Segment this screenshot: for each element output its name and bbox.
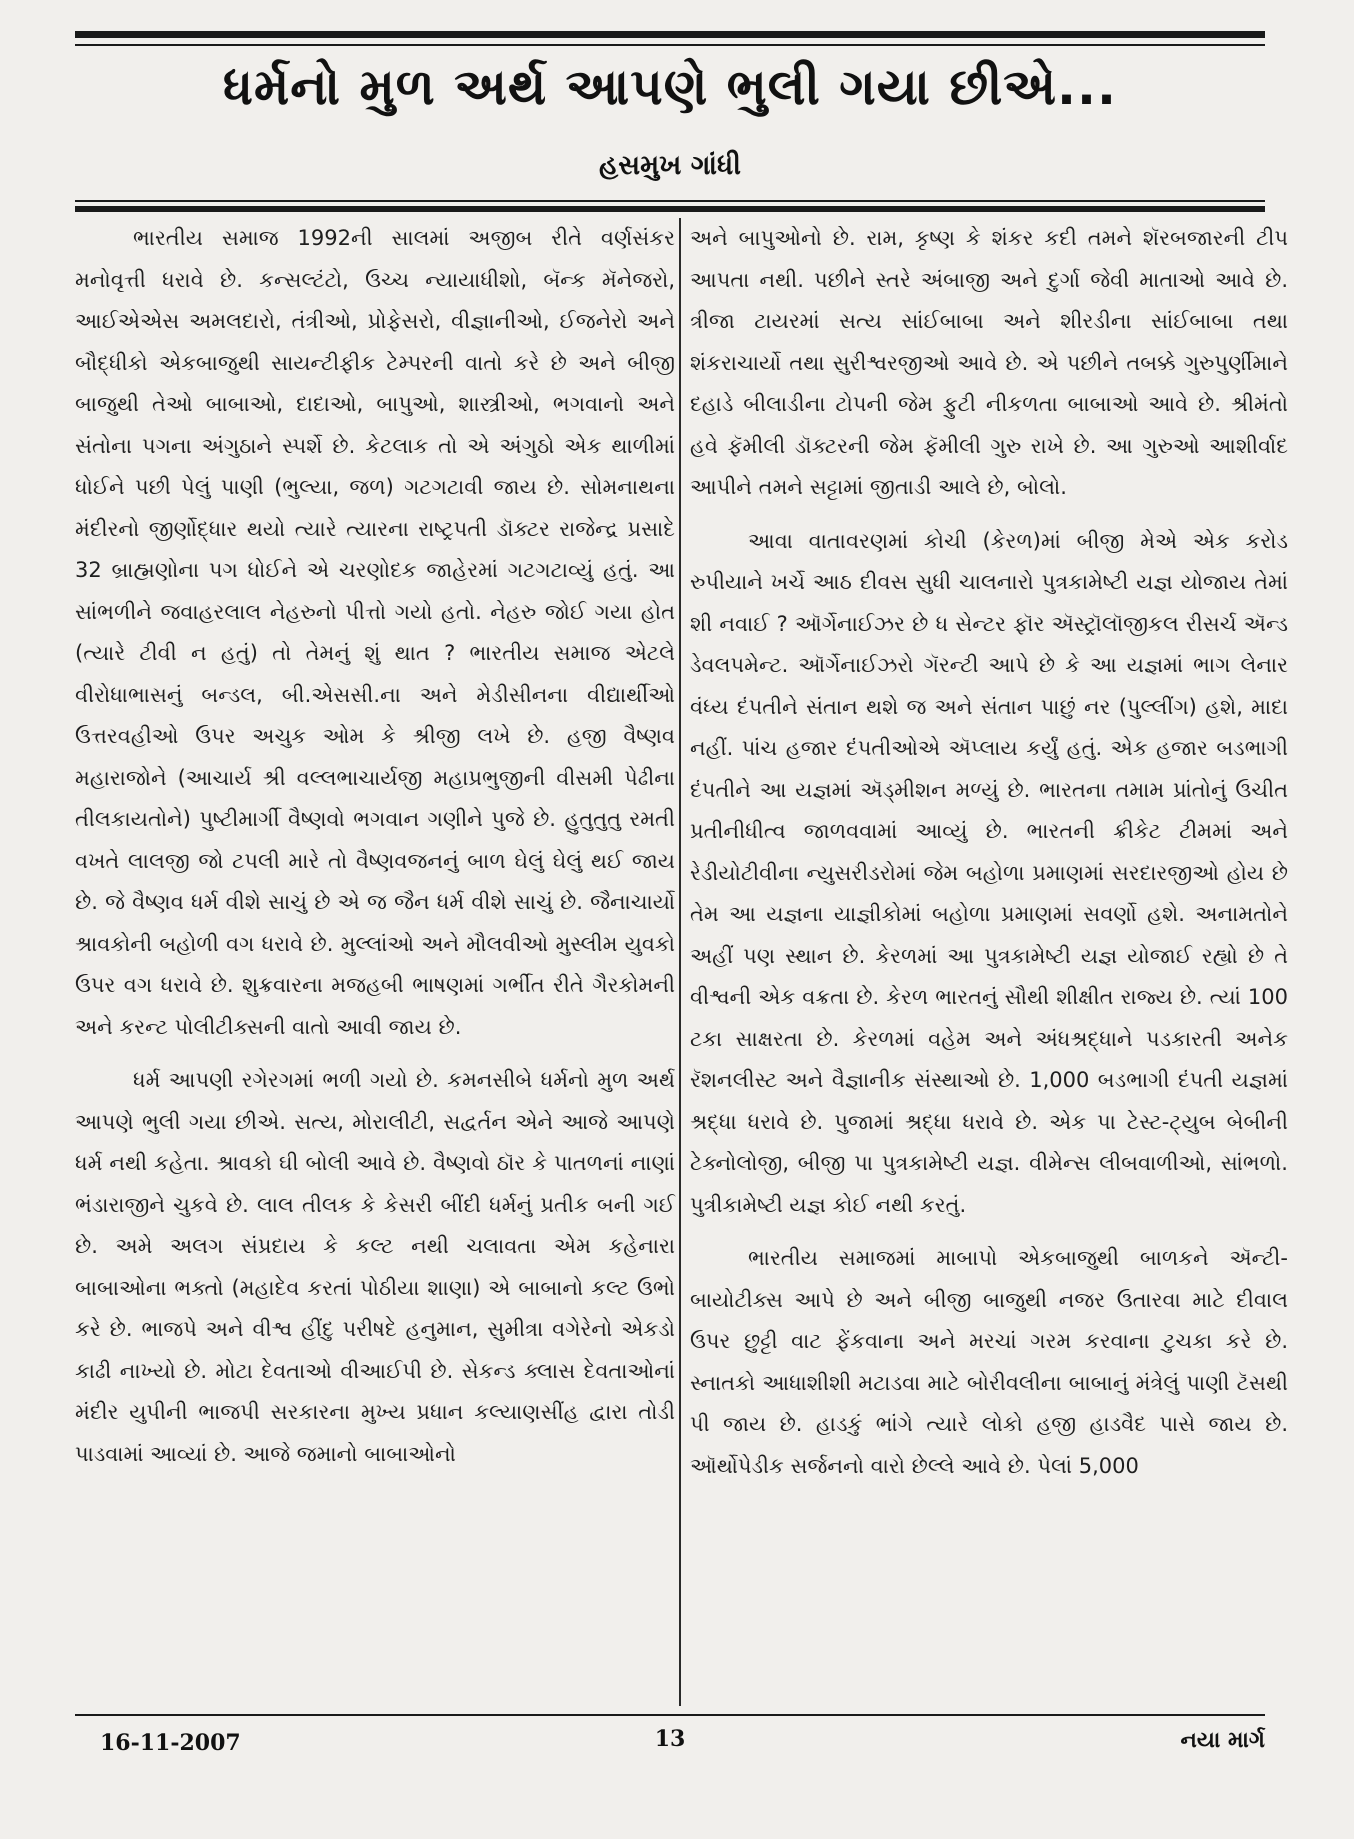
header-rule-thin [75,200,1265,202]
footer-rule [75,1714,1265,1716]
paragraph: ભારતીય સમાજમાં માબાપો એકબાજુથી બાળકને ઍન્ટી-બાયોટીક્સ આપે છે અને બીજી બાજુથી નજર ઉતારવા માટે દીવાલ ઉપર છુટ્ટી વાટ ફેંકવાના અને મરચાં ગરમ કરવાના ટુચકા કરે છે. સ્નાતકો આધાશીશી મટાડવા માટે બોરીવલીના બાબાનું મંત્રેલું પાણી ટૅસથી પી જાય છે. હાડકું ભાંગે ત્યારે લોકો હજી હાડવૈદ પાસે જાય છે. ઑર્થોપેડીક સર્જનનો વારો છેલ્લે આવે છે. પેલાં 5,000 [690,1246,1288,1478]
article-author: હસમુખ ગાંધી [599,150,741,181]
right-column [690,218,1288,1499]
header-rule-thick [75,206,1265,212]
paragraph: ભારતીય સમાજ 1992ની સાલમાં અજીબ રીતે વર્ણસંકર મનોવૃત્તી ધરાવે છે. કન્સલ્ટંટો, ઉચ્ચ ન્યાયાધીશો, બૅન્ક મૅનેજરો, આઈએએસ અમલદારો, તંત્રીઓ, પ્રોફેસરો, વીજ્ઞાનીઓ, ઈજનેરો અને બૌદ્ધીકો એકબાજુથી સાયન્ટીફીક ટેમ્પરની વાતો કરે છે અને બીજી બાજુથી તેઓ બાબાઓ, દાદાઓ, બાપુઓ, શાસ્ત્રીઓ, ભગવાનો અને સંતોના પગના અંગુઠાને સ્પર્શે છે. કેટલાક તો એ અંગુઠો એક થાળીમાં ધોઈને પછી પેલું પાણી (ભુલ્યા, જળ) ગટગટાવી જાય છે. સોમનાથના મંદીરનો જીર્ણોદ્ધાર થયો ત્યારે ત્યારના રાષ્ટ્રપતી ડૉક્ટર રાજેન્દ્ર પ્રસાદે 32 બ્રાહ્મણોના પગ ધોઈને એ ચરણોદક જાહેરમાં ગટગટાવ્યું હતું. આ સાંભળીને જવાહરલાલ નેહરુનો પીત્તો ગયો હતો. નેહરુ જોઈ ગયા હોત (ત્યારે ટીવી ન હતું) તો તેમનું શું થાત ? ભારતીય સમાજ એટલે વીરોધાભાસનું બન્ડલ, બી.એસસી.ના અને મેડીસીનના વીદ્યાર્થીઓ ઉત્તરવહીઓ ઉપર અચુક ઓમ કે શ્રીજી લખે છે. હજી વૈષ્ણવ મહારાજોને (આચાર્ય શ્રી વલ્લભાચાર્યજી મહાપ્રભુજીની વીસમી પેઢીના તીલકાયતોને) પુષ્ટીમાર્ગી વૈષ્ણવો ભગવાન ગણીને પુજે છે. હુતુતુતુ રમતી વખતે લાલજી જો ટપલી મારે તો વૈષ્ણવજનનું બાળ ઘેલું ઘેલું થઈ જાય છે. જે વૈષ્ણવ ધર્મ વીશે સાચું છે એ જ જૈન ધર્મ વીશે સાચું છે. જૈનાચાર્યો શ્રાવકોની બહોળી વગ ધરાવે છે. મુલ્લાંઓ અને મૌલવીઓ મુસ્લીમ યુવકો ઉપર વગ ધરાવે છે. શુક્રવારના મજહબી ભાષણમાં ગર્ભીત રીતે ગૈરકોમની અને કરન્ટ પોલીટીક્સની વાતો આવી જાય છે. [75,226,675,1039]
column-divider [679,218,681,1706]
footer-date: 16-11-2007 [100,1730,241,1756]
page-number: 13 [654,1726,686,1752]
top-rule-thin [75,44,1265,46]
paragraph: અને બાપુઓનો છે. રામ, કૃષ્ણ કે શંકર કદી તમને શૅરબજારની ટીપ આપતા નથી. પછીને સ્તરે અંબાજી અને દુર્ગા જેવી માતાઓ આવે છે. ત્રીજા ટાયરમાં સત્ય સાંઈબાબા અને શીરડીના સાંઈબાબા તથા શંકરાચાર્યો તથા સુરીશ્વરજીઓ આવે છે. એ પછીને તબક્કે ગુરુપુર્ણીમાને દહાડે બીલાડીના ટોપની જેમ ફુટી નીકળતા બાબાઓ આવે છે. શ્રીમંતો હવે ફૅમીલી ડૉક્ટરની જેમ ફૅમીલી ગુરુ રાખે છે. આ ગુરુઓ આશીર્વાદ આપીને તમને સટ્ટામાં જીતાડી આલે છે, બોલો. [690,226,1288,499]
article-headline: ધર્મનો મુળ અર્થ આપણે ભુલી ગયા છીએ... [222,58,1118,116]
paragraph: ધર્મ આપણી રગેરગમાં ભળી ગયો છે. કમનસીબે ધર્મનો મુળ અર્થ આપણે ભુલી ગયા છીએ. સત્ય, મોરાલીટી, સદ્વર્તન એને આજે આપણે ધર્મ નથી કહેતા. શ્રાવકો ઘી બોલી આવે છે. વૈષ્ણવો ઠૉર કે પાતળનાં નાણાં ભંડારાજીને ચુકવે છે. લાલ તીલક કે કેસરી બીંદી ધર્મનું પ્રતીક બની ગઈ છે. અમે અલગ સંપ્રદાય કે કલ્ટ નથી ચલાવતા એમ કહેનારા બાબાઓના ભક્તો (મહાદેવ કરતાં પોઠીયા શાણા) એ બાબાનો કલ્ટ ઉભો કરે છે. ભાજપે અને વીશ્વ હીંદુ પરીષદે હનુમાન, સુમીત્રા વગેરેનો એકડો કાઢી નાખ્યો છે. મોટા દેવતાઓ વીઆઈપી છે. સેકન્ડ ક્લાસ દેવતાઓનાં મંદીર યુપીની ભાજપી સરકારના મુખ્ય પ્રધાન કલ્યાણસીંહ દ્વારા તોડી પાડવામાં આવ્યાં છે. આજે જમાનો બાબાઓનો [75,1068,675,1466]
left-column [75,218,675,1487]
publication-name: નયા માર્ગ [1180,1728,1265,1753]
top-rule-thick [75,31,1265,38]
paragraph: આવા વાતાવરણમાં કોચી (કેરળ)માં બીજી મેએ એક કરોડ રુપીયાને ખર્ચે આઠ દીવસ સુધી ચાલનારો પુત્રકામેષ્ટી યજ્ઞ યોજાય તેમાં શી નવાઈ ? ઑર્ગેનાઈઝર છે ધ સેન્ટર ફૉર ઍસ્ટ્રૉલૉજીકલ રીસર્ચ ઍન્ડ ડેવલપમેન્ટ. ઑર્ગેનાઈઝરો ગૅરન્ટી આપે છે કે આ યજ્ઞમાં ભાગ લેનાર વંધ્ય દંપતીને સંતાન થશે જ અને સંતાન પાછું નર (પુલ્લીંગ) હશે, માદા નહીં. પાંચ હજાર દંપતીઓએ ઍપ્લાય કર્યું હતું. એક હજાર બડભાગી દંપતીને આ યજ્ઞમાં ઍડ્મીશન મળ્યું છે. ભારતના તમામ પ્રાંતોનું ઉચીત પ્રતીનીધીત્વ જાળવવામાં આવ્યું છે. ભારતની ક્રીકેટ ટીમમાં અને રેડીયોટીવીના ન્યુસરીડરોમાં જેમ બહોળા પ્રમાણમાં સરદારજીઓ હોય છે તેમ આ યજ્ઞના યાજ્ઞીકોમાં બહોળા પ્રમાણમાં સવર્ણો હશે. અનામતોને અહીં પણ સ્થાન છે. કેરળમાં આ પુત્રકામેષ્ટી યજ્ઞ યોજાઈ રહ્યો છે તે વીશ્વની એક વક્રતા છે. કેરળ ભારતનું સૌથી શીક્ષીત રાજ્ય છે. ત્યાં 100 ટકા સાક્ષરતા છે. કેરળમાં વહેમ અને અંધશ્રદ્ધાને પડકારતી અનેક રૅશનલીસ્ટ અને વૈજ્ઞાનીક સંસ્થાઓ છે. 1,000 બડભાગી દંપતી યજ્ઞમાં શ્રદ્ધા ધરાવે છે. પુજામાં શ્રદ્ધા ધરાવે છે. એક પા ટેસ્ટ-ટ્યુબ બેબીની ટેક્નોલોજી, બીજી પા પુત્રકામેષ્ટી યજ્ઞ. વીમેન્સ લીબવાળીઓ, સાંભળો. પુત્રીકામેષ્ટી યજ્ઞ કોઈ નથી કરતું. [690,528,1288,1217]
